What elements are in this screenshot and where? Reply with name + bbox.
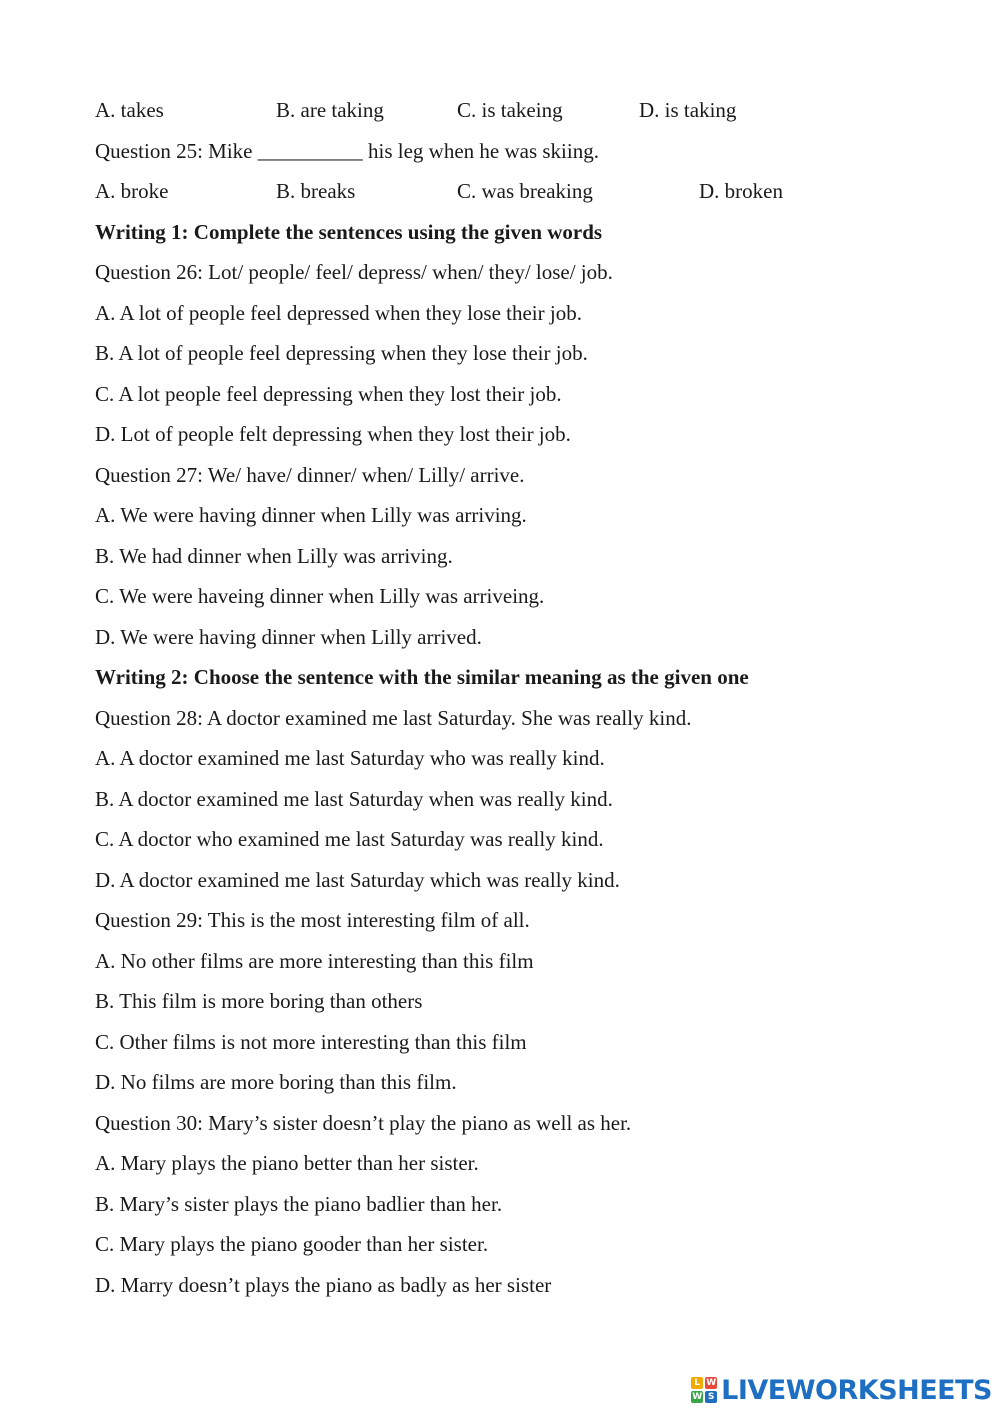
q28-option-c[interactable]: C. A doctor who examined me last Saturday was really kind. <box>95 827 604 851</box>
q28-option-b[interactable]: B. A doctor examined me last Saturday when was really kind. <box>95 786 613 811</box>
q25-option-d[interactable]: D. broken <box>699 179 783 203</box>
q25-option-b[interactable]: B. breaks <box>276 179 356 203</box>
q24-option-c[interactable]: C. is takeing <box>457 98 563 122</box>
q26-option-b[interactable]: B. A lot of people feel depressing when they lose their job. <box>95 341 588 365</box>
q28-option-d[interactable]: D. A doctor examined me last Saturday which was really kind. <box>95 867 620 892</box>
q26-question: Question 26: Lot/ people/ feel/ depress/ when/ they/ lose/ job. <box>95 260 613 284</box>
liveworksheets-logo-icon <box>691 1377 717 1403</box>
q25-options <box>95 171 955 212</box>
logo-tile-3: W <box>692 1392 703 1402</box>
q24-option-a[interactable]: A. takes <box>95 98 164 122</box>
q27-option-c[interactable]: C. We were haveing dinner when Lilly was arriveing. <box>95 584 545 608</box>
q25-question: Question 25: Mike __________ his leg when he was skiing. <box>95 138 599 163</box>
q29-option-a[interactable]: A. No other films are more interesting than this film <box>95 948 534 973</box>
q29-option-c[interactable]: C. Other films is not more interesting than this film <box>95 1029 527 1054</box>
q27-option-b[interactable]: B. We had dinner when Lilly was arriving. <box>95 543 453 568</box>
q29-option-d[interactable]: D. No films are more boring than this film. <box>95 1070 457 1094</box>
logo-tile-4: S <box>705 1391 717 1403</box>
q30-question: Question 30: Mary’s sister doesn’t play the piano as well as her. <box>95 1110 632 1135</box>
q26-option-a[interactable]: A. A lot of people feel depressed when they lose their job. <box>95 300 582 325</box>
q30-option-d[interactable]: D. Marry doesn’t plays the piano as badly as her sister <box>95 1272 552 1297</box>
q27-option-a[interactable]: A. We were having dinner when Lilly was arriving. <box>95 503 527 527</box>
q26-option-d[interactable]: D. Lot of people felt depressing when they lost their job. <box>95 422 571 446</box>
q29-option-b[interactable]: B. This film is more boring than others <box>95 989 423 1013</box>
q30-option-a[interactable]: A. Mary plays the piano better than her sister. <box>95 1151 479 1175</box>
q26-option-c[interactable]: C. A lot people feel depressing when they lost their job. <box>95 381 562 406</box>
q28-question: Question 28: A doctor examined me last Saturday. She was really kind. <box>95 705 692 730</box>
q30-option-b[interactable]: B. Mary’s sister plays the piano badlier than her. <box>95 1191 503 1216</box>
q25-option-c[interactable]: C. was breaking <box>457 179 593 203</box>
liveworksheets-logo-text: LIVEWORKSHEETS <box>721 1374 992 1406</box>
q25-option-a[interactable]: A. broke <box>95 179 169 203</box>
q24-option-b[interactable]: B. are taking <box>276 98 384 122</box>
q27-option-d[interactable]: D. We were having dinner when Lilly arrived. <box>95 624 482 649</box>
logo-tile-1: L <box>691 1377 703 1389</box>
q24-options <box>95 90 955 131</box>
liveworksheets-logo <box>691 1373 992 1407</box>
writing2-heading: Writing 2: Choose the sentence with the similar meaning as the given one <box>95 665 749 689</box>
q24-option-d[interactable]: D. is taking <box>639 98 737 122</box>
q29-question: Question 29: This is the most interesting film of all. <box>95 908 530 932</box>
writing1-heading: Writing 1: Complete the sentences using the given words <box>95 219 603 244</box>
worksheet-page <box>95 90 955 1305</box>
logo-tile-2: W <box>706 1378 717 1388</box>
q27-question: Question 27: We/ have/ dinner/ when/ Lilly/ arrive. <box>95 462 525 487</box>
q30-option-c[interactable]: C. Mary plays the piano gooder than her sister. <box>95 1232 489 1256</box>
q28-option-a[interactable]: A. A doctor examined me last Saturday who was really kind. <box>95 746 605 770</box>
